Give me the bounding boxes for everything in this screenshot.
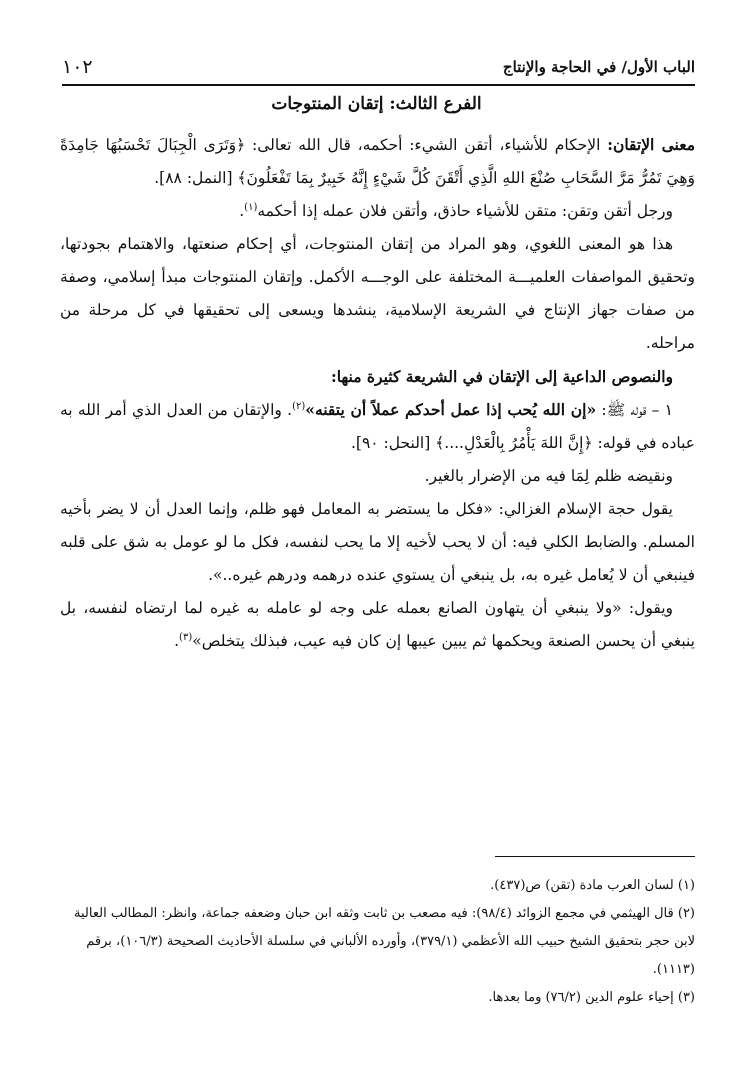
definition-paragraph [60,128,695,195]
definition-text: الإحكام للأشياء، أتقن الشيء: أحكمه، قال الله تعالى: ﴿وَتَرَى الْجِبَالَ تَحْسَبُهَا جَامِدَةً وَهِيَ تَمُرُّ مَرَّ السَّحَابِ صُنْعَ اللهِ الَّذِي أَتْقَنَ كُلَّ شَيْءٍ إِنَّهُ خَبِيرٌ بِمَا تَفْعَلُونَ﴾ [النمل: ٨٨]. [60,136,695,187]
footnotes [60,872,695,1012]
footnote-ref-2: (٢) [292,400,306,412]
paragraph-opposite: ونقيضه ظلم لِمَا فيه من الإضرار بالغير. [424,467,673,485]
item-1-rest: . والإتقان من العدل الذي أمر الله به عباده في قوله: ﴿إِنَّ اللهَ يَأْمُرُ بِالْعَدْلِ....﴾ [النحل: ٩٠]. [60,401,695,452]
paragraph-ghazali: يقول حجة الإسلام الغزالي: «فكل ما يستضر به المعامل فهو ظلم، وإنما العدل أن لا يضر بأخيه المسلم. والضابط الكلي فيه: أن لا يحب لأخيه إلا ما يحب لنفسه، فكل ما لو عومل به شق على قلبه فينبغي أن لا يُعامل غيره به، بل ينبغي أن يستوي عنده درهمه ودرهم غيره..». [60,500,695,584]
paragraph-says-text: ويقول: «ولا ينبغي أن يتهاون الصانع بعمله على وجه لو عامله به غيره لما ارتضاه لنفسه، بل ينبغي أن يحسن الصنعة ويحكمها ثم يبين عيبها إن كان فيه عيب، فبذلك يتخلص» [60,599,695,650]
footnote-ref-1: (١) [244,201,258,213]
footnote-1: (١) لسان العرب مادة (تقن) ص(٤٣٧). [490,878,695,893]
item-1-prefix: ١ – قوله ﷺ: [596,401,673,419]
running-title: الباب الأول/ في الحاجة والإنتاج [502,58,695,76]
page-number: ١٠٢ [62,56,93,78]
paragraph-says [60,592,695,658]
footnote-3: (٣) إحياء علوم الدين (٧٦/٢) وما بعدها. [488,990,695,1005]
paragraph-meaning: هذا هو المعنى اللغوي، وهو المراد من إتقان المنتوجات، أي إحكام صنعتها، والاهتمام بجودتها، وتحقيق المواصفات العلميـــة المختلفة على الوجـــه الأكمل. وإتقان المنتوجات مبدأ إسلامي، وصفة من صفات جهاز الإنتاج في الشريعة الإسلامية، ينشدها ويسعى إلى تحقيقها في كل مرحلة من مراحله. [60,235,695,352]
definition-label: معنى الإتقان: [607,135,695,154]
texts-heading: والنصوص الداعية إلى الإتقان في الشريعة كثيرة منها: [330,367,673,386]
section-title: الفرع الثالث: إتقان المنتوجات [271,94,482,114]
footnote-2: (٢) قال الهيثمي في مجمع الزوائد (٩٨/٤): فيه مصعب بن ثابت وثقه ابن حبان وضعفه جماعة، وانظر: المطالب العالية لابن حجر بتحقيق الشيخ حبيب الله الأعظمي (٣٧٩/١)، وأورده الألباني في سلسلة الأحاديث الصحيحة (١٠٦/٣)، برقم (١١١٣). [74,906,695,977]
body-text [60,128,695,658]
footnote-ref-3: (٣) [179,631,193,643]
footnote-separator [495,856,695,857]
paragraph-end-mark: . [239,202,245,220]
hadith-quote: «إن الله يُحب إذا عمل أحدكم عملاً أن يتقنه» [305,400,597,419]
paragraph-itqan-man [60,195,695,228]
paragraph-end-mark: . [174,632,180,650]
page-header [62,50,695,86]
item-1-paragraph [60,393,695,460]
paragraph-itqan-man-text: ورجل أتقن وتقن: متقن للأشياء حاذق، وأتقن فلان عمله إذا أحكمه [257,202,673,220]
